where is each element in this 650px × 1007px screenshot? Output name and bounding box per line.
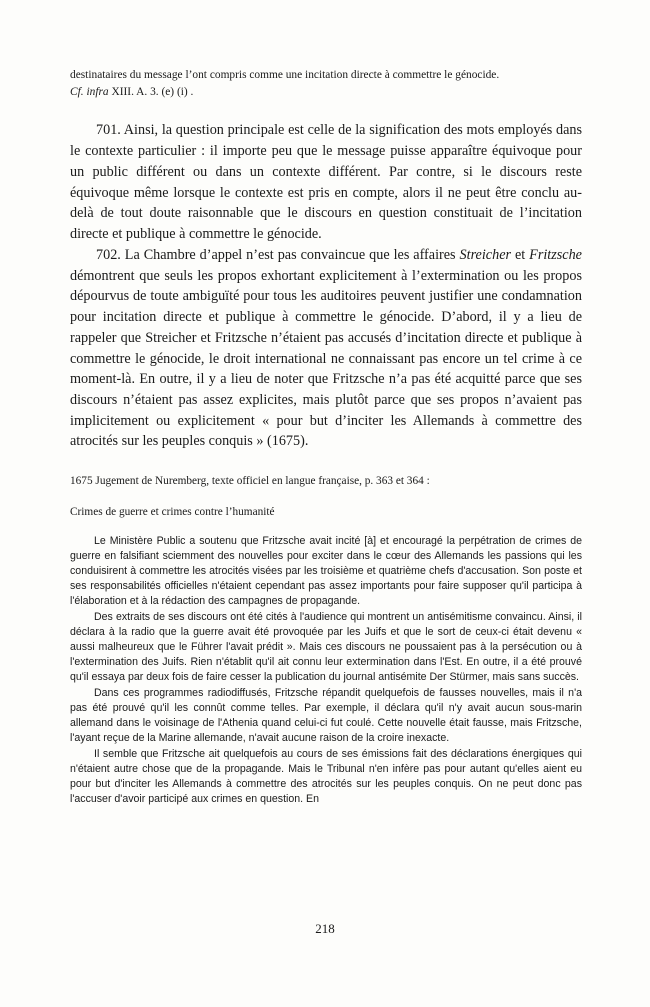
case-name-streicher: Streicher: [459, 246, 512, 263]
cross-reference-italic: Cf. infra: [70, 85, 109, 98]
cross-reference-rest: XIII. A. 3. (e) (i) .: [108, 85, 194, 98]
paragraph-702-text-part1: La Chambre d’appel n’est pas convaincue que les affaires: [120, 246, 460, 263]
continuation-sentence: destinataires du message l’ont compris comme une incitation directe à commettre le génocide.: [70, 69, 500, 81]
footnote-paragraph: Des extraits de ses discours ont été cités à l'audience qui montrent un antisémitisme convaincu. Ainsi, il déclara à la radio que la guerre avait été provoquée par les Juifs et que le sort de ceux-ci était devenu « aussi malheureux que le Führer l'avait prédit ». Mais ces discours ne poussaient pas à la persécution ou à l'extermination des Juifs. Rien n'établit qu'il ait connu leur extermination dans l'Est. En outre, il a été prouvé qu'il essaya par deux fois de faire cesser la publication du journal antisémite Der Stürmer, mais sans succès.: [70, 611, 582, 684]
paragraph-702-number: 702.: [96, 246, 121, 263]
paragraph-702-text-part2: et: [511, 246, 530, 263]
continuation-text: [70, 68, 582, 100]
footnote-paragraph: Il semble que Fritzsche ait quelquefois au cours de ses émissions fait des déclarations énergiques qui n'étaient autre chose que de la propagande. Mais le Tribunal n'en infère pas pour autant qu'elles aient eu pour but d'inciter les Allemands à commettre des atrocités sur les peuples conquis. On ne peut donc pas l'accuser d'avoir participé aux crimes en question. En: [70, 748, 582, 806]
footnote-subtitle: Crimes de guerre et crimes contre l’humanité: [70, 506, 275, 519]
paragraph-701-text: Ainsi, la question principale est celle de la signification des mots employés dans le contexte particulier : il importe peu que le message puisse apparaître équivoque pour un public différent ou dans un contexte différent. Par contre, si le discours reste équivoque même lorsque le contexte est pris en compte, alors il ne peut être conclu au-delà de tout doute raisonnable que le discours en question constituait de l’incitation directe et publique à commettre le génocide.: [70, 122, 582, 243]
cross-reference: [70, 85, 582, 101]
paragraph-702: [70, 245, 582, 452]
paragraph-702-text-part3: démontrent que seuls les propos exhortant explicitement à l’extermination ou les propos dépourvus de toute ambiguïté pour tous les auditoires peuvent justifier une condamnation pour incitation directe et publique à commettre le génocide. D’abord, il y a lieu de rappeler que Streicher et Fritzsche n’étaient pas accusés d’incitation directe et publique à commettre le génocide, le droit international ne connaissant pas encore un tel crime à ce moment-là. En outre, il y a lieu de noter que Fritzsche n’a pas été acquitté parce que ses discours n’étaient pas assez explicites, mais plutôt parce que ses propos n’avaient pas implicitement ou explicitement « pour but d’inciter les Allemands à commettre des atrocités sur les peuples conquis » (1675).: [70, 267, 582, 450]
paragraph-701-number: 701.: [96, 122, 121, 139]
footnote-reference: 1675 Jugement de Nuremberg, texte officiel en langue française, p. 363 et 364 :: [70, 475, 430, 488]
case-name-fritzsche: Fritzsche: [529, 246, 582, 263]
page-number: 218: [315, 921, 335, 936]
paragraph-701: [70, 120, 582, 244]
footnote-paragraph: Le Ministère Public a soutenu que Fritzsche avait incité [à] et encouragé la perpétration de crimes de guerre en falsifiant sciemment des nouvelles pour exciter dans le cœur des Allemands les passions qui les conduisirent à commettre les atrocités visées par les troisième et quatrième chefs d'accusation. Son poste et ses responsabilités officielles n'étaient cependant pas assez importants pour faire supposer qu'il participa à l'élaboration et à la rédaction des campagnes de propagande.: [70, 534, 582, 607]
footnote-body: [70, 534, 582, 808]
footnote-paragraph: Dans ces programmes radiodiffusés, Fritzsche répandit quelquefois de fausses nouvelles, mais il n'a pas été prouvé qu'il les connût comme telles. Par exemple, il déclara qu'il n'y avait aucun sous-marin allemand dans le voisinage de l'Athenia quand celui-ci fut coulé. Cette nouvelle était fausse, mais Fritzsche, l'ayant reçue de la Marine allemande, n'avait aucune raison de la croire inexacte.: [70, 687, 582, 745]
